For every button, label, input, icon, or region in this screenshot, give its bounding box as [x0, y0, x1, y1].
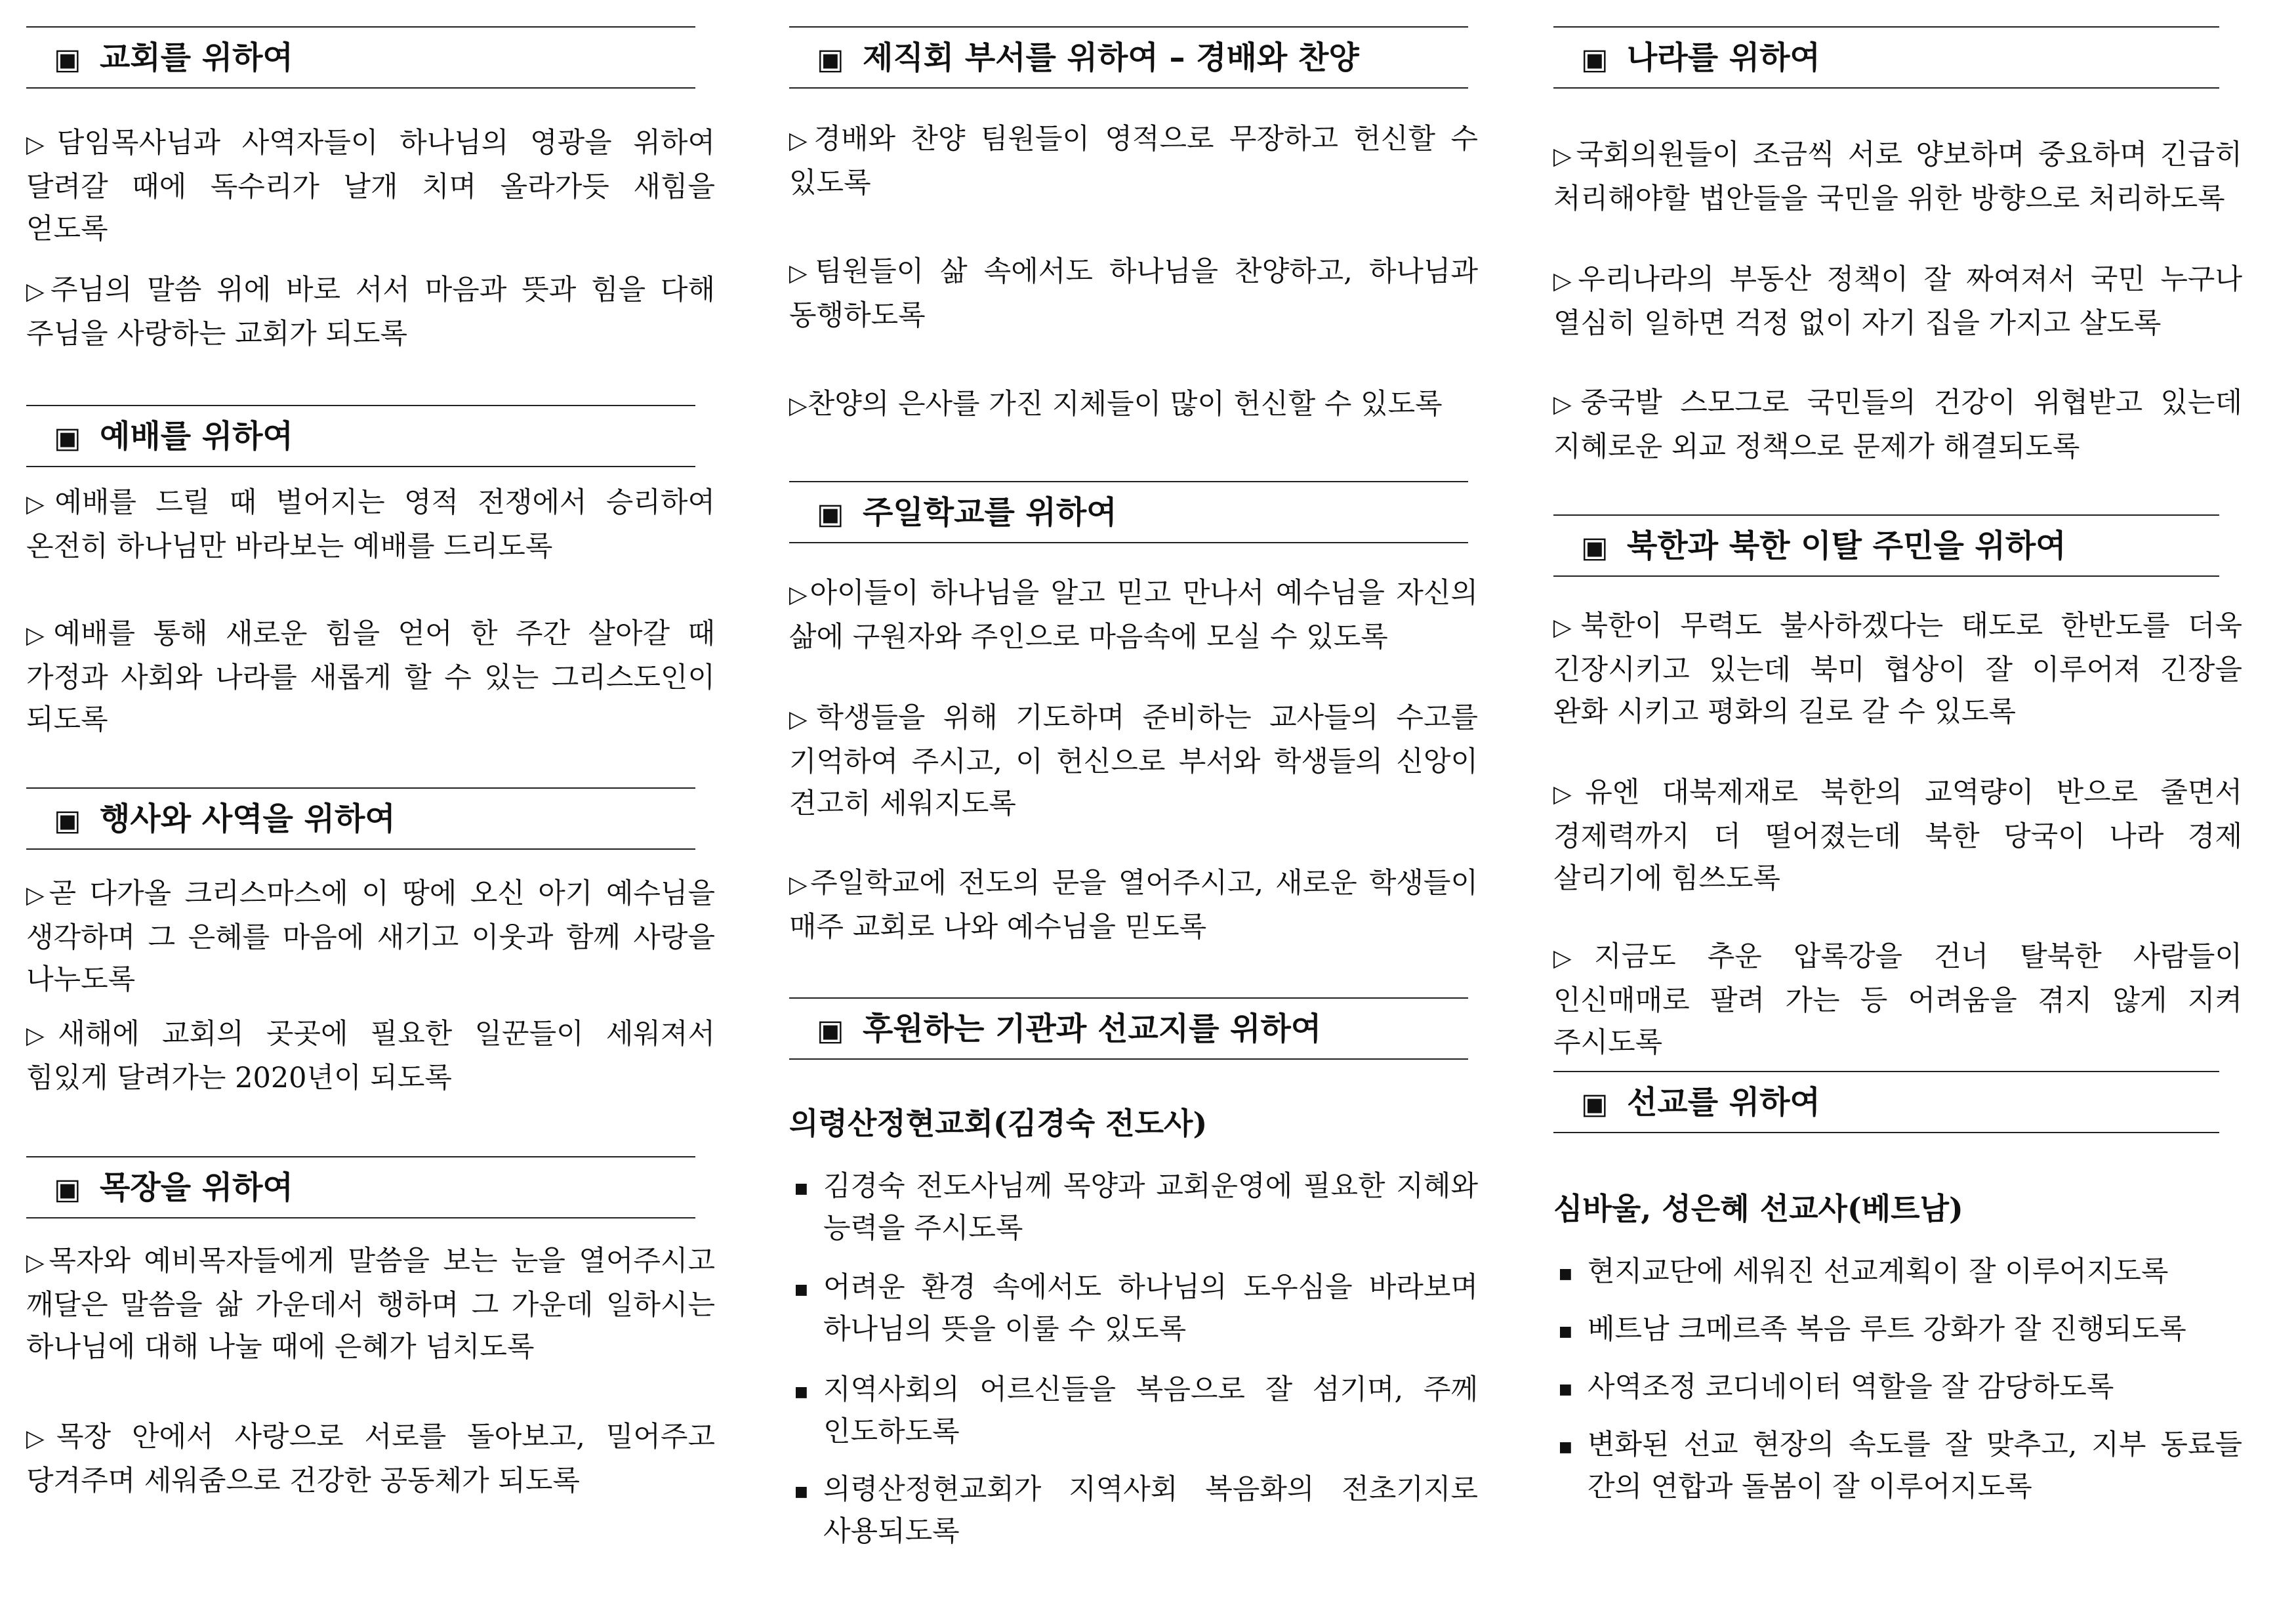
section-header-nation — [1553, 26, 2219, 89]
triangle-bullet-icon: ▷ — [26, 278, 51, 305]
triangle-bullet-icon: ▷ — [1553, 781, 1586, 808]
section-title: 북한과 북한 이탈 주민을 위하여 — [1627, 528, 2066, 564]
triangle-bullet-icon: ▷ — [1553, 143, 1576, 170]
section-square-icon: ▣ — [1581, 531, 1609, 564]
section-title: 후원하는 기관과 선교지를 위하여 — [863, 1010, 1322, 1047]
support-item: ■ 김경숙 전도사님께 목양과 교회운영에 필요한 지혜와 능력을 주시도록 — [789, 1165, 1478, 1249]
prayer-item: ▷국회의원들이 조금씩 서로 양보하며 중요하며 긴급히 처리해야할 법안들을 국민을 위한 방향으로 처리하도록 — [1553, 138, 2242, 215]
section-square-icon: ▣ — [54, 421, 81, 455]
section-header-cell — [26, 1156, 695, 1218]
section-square-icon: ▣ — [1581, 43, 1609, 76]
triangle-bullet-icon: ▷ — [26, 491, 55, 518]
prayer-item: ▷지금도 추운 압록강을 건너 탈북한 사람들이 인신매매로 팔려 가는 등 어려움을 겪지 않게 지켜 주시도록 — [1553, 940, 2243, 1059]
prayer-item: ▷유엔 대북제재로 북한의 교역량이 반으로 줄면서 경제력까지 더 떨어졌는데 북한 당국이 나라 경제 살리기에 힘쓰도록 — [1553, 776, 2243, 895]
triangle-bullet-icon: ▷ — [789, 260, 815, 287]
prayer-item: ▷학생들을 위해 기도하며 준비하는 교사들의 수고를 기억하여 주시고, 이 헌신으로 부서와 학생들의 신앙이 견고히 세워지도록 — [789, 701, 1479, 820]
square-bullet-icon: ■ — [794, 1384, 808, 1400]
square-bullet-icon: ■ — [1559, 1439, 1572, 1455]
triangle-bullet-icon: ▷ — [789, 706, 817, 733]
triangle-bullet-icon: ▷ — [26, 1249, 49, 1276]
section-square-icon: ▣ — [817, 43, 844, 76]
mission-field-subtitle: 의령산정현교회(김경숙 전도사) — [789, 1106, 1208, 1141]
prayer-item: ▷아이들이 하나님을 알고 믿고 만나서 예수님을 자신의 삶에 구원자와 주인으로 마음속에 모실 수 있도록 — [789, 577, 1478, 654]
prayer-item: ▷목자와 예비목자들에게 말씀을 보는 눈을 열어주시고 깨달은 말씀을 삶 가운데서 행하며 그 가운데 일하시는 하나님에 대해 나눌 때에 은혜가 넘치도록 — [26, 1245, 715, 1364]
prayer-item: ▷담임목사님과 사역자들이 하나님의 영광을 위하여 달려갈 때에 독수리가 날개 치며 올라가듯 새힘을 얻도록 — [26, 127, 715, 245]
prayer-item: ▷우리나라의 부동산 정책이 잘 짜여져서 국민 누구나 열심히 일하면 걱정 없이 자기 집을 가지고 살도록 — [1553, 263, 2243, 340]
square-bullet-icon: ■ — [1559, 1266, 1572, 1282]
section-title: 나라를 위하여 — [1627, 39, 1820, 76]
section-header-north-korea — [1553, 514, 2219, 577]
section-header-support — [789, 997, 1468, 1060]
triangle-bullet-icon: ▷ — [26, 882, 49, 909]
triangle-bullet-icon: ▷ — [1553, 268, 1578, 295]
prayer-item: ▷중국발 스모그로 국민들의 건강이 위협받고 있는데 지혜로운 외교 정책으로 문제가 해결되도록 — [1553, 386, 2243, 463]
section-square-icon: ▣ — [54, 804, 81, 837]
triangle-bullet-icon: ▷ — [1553, 391, 1581, 418]
triangle-bullet-icon: ▷ — [26, 1425, 56, 1452]
support-item: ■ 지역사회의 어르신들을 복음으로 잘 섬기며, 주께 인도하도록 — [789, 1369, 1478, 1453]
section-header-praise — [789, 26, 1468, 89]
support-item: ■ 어려운 환경 속에서도 하나님의 도우심을 바라보며 하나님의 뜻을 이룰 수 있도록 — [789, 1266, 1478, 1350]
triangle-bullet-icon: ▷ — [26, 131, 57, 158]
prayer-item: ▷북한이 무력도 불사하겠다는 태도로 한반도를 더욱 긴장시키고 있는데 북미 협상이 잘 이루어져 긴장을 완화 시키고 평화의 길로 갈 수 있도록 — [1553, 610, 2243, 728]
prayer-item: ▷예배를 통해 새로운 힘을 얻어 한 주간 살아갈 때 가정과 사회와 나라를 새롭게 할 수 있는 그리스도인이 되도록 — [26, 617, 715, 736]
square-bullet-icon: ■ — [1559, 1381, 1572, 1398]
square-bullet-icon: ■ — [794, 1180, 808, 1197]
section-title: 예배를 위하여 — [100, 418, 293, 455]
triangle-bullet-icon: ▷ — [789, 127, 814, 154]
prayer-item: ▷예배를 드릴 때 벌어지는 영적 전쟁에서 승리하여 온전히 하나님만 바라보는 예배를 드리도록 — [26, 486, 715, 563]
mission-item: ■ 사역조정 코디네이터 역할을 잘 감당하도록 — [1553, 1366, 2242, 1408]
triangle-bullet-icon: ▷ — [1553, 614, 1581, 641]
mission-item: ■ 변화된 선교 현장의 속도를 잘 맞추고, 지부 동료들 간의 연합과 돌봄이 잘 이루어지도록 — [1553, 1424, 2242, 1508]
square-bullet-icon: ■ — [794, 1484, 808, 1500]
section-header-church — [26, 26, 695, 89]
triangle-bullet-icon: ▷ — [789, 581, 810, 608]
triangle-bullet-icon: ▷ — [1553, 945, 1595, 972]
section-title: 교회를 위하여 — [100, 39, 293, 76]
triangle-bullet-icon: ▷ — [26, 622, 54, 649]
section-title: 주일학교를 위하여 — [863, 494, 1117, 531]
section-title: 목장을 위하여 — [100, 1169, 293, 1206]
square-bullet-icon: ■ — [1559, 1323, 1572, 1340]
support-item: ■ 의령산정현교회가 지역사회 복음화의 전초기지로 사용되도록 — [789, 1468, 1478, 1552]
section-title: 제직회 부서를 위하여 – 경배와 찬양 — [863, 39, 1359, 76]
prayer-item: ▷목장 안에서 사랑으로 서로를 돌아보고, 밀어주고 당겨주며 세워줌으로 건강한 공동체가 되도록 — [26, 1421, 715, 1497]
section-header-worship — [26, 405, 695, 467]
triangle-bullet-icon: ▷ — [26, 1022, 58, 1049]
mission-item: ■ 베트남 크메르족 복음 루트 강화가 잘 진행되도록 — [1553, 1308, 2242, 1350]
prayer-item: ▷곧 다가올 크리스마스에 이 땅에 오신 아기 예수님을 생각하며 그 은혜를 마음에 새기고 이웃과 함께 사랑을 나누도록 — [26, 877, 715, 996]
triangle-bullet-icon: ▷ — [789, 871, 811, 898]
prayer-item: ▷팀원들이 삶 속에서도 하나님을 찬양하고, 하나님과 동행하도록 — [789, 255, 1479, 332]
section-header-sunday-school — [789, 481, 1468, 543]
prayer-item: ▷새해에 교회의 곳곳에 필요한 일꾼들이 세워져서 힘있게 달려가는 2020년이 되도록 — [26, 1018, 716, 1094]
triangle-bullet-icon: ▷ — [789, 392, 808, 419]
section-header-mission — [1553, 1071, 2219, 1133]
square-bullet-icon: ■ — [794, 1281, 808, 1298]
prayer-item: ▷주일학교에 전도의 문을 열어주시고, 새로운 학생들이 매주 교회로 나와 예수님을 믿도록 — [789, 867, 1478, 944]
section-title: 선교를 위하여 — [1627, 1084, 1820, 1121]
prayer-item: ▷주님의 말씀 위에 바로 서서 마음과 뜻과 힘을 다해 주님을 사랑하는 교회가 되도록 — [26, 274, 716, 350]
section-square-icon: ▣ — [54, 43, 81, 76]
missionary-subtitle: 심바울, 성은혜 선교사(베트남) — [1553, 1191, 1963, 1226]
section-title: 행사와 사역을 위하여 — [100, 801, 396, 837]
mission-item: ■ 현지교단에 세워진 선교계획이 잘 이루어지도록 — [1553, 1251, 2242, 1293]
section-square-icon: ▣ — [817, 497, 844, 531]
section-header-events — [26, 787, 695, 850]
prayer-item: ▷경배와 찬양 팀원들이 영적으로 무장하고 헌신할 수 있도록 — [789, 123, 1479, 199]
section-square-icon: ▣ — [54, 1173, 81, 1206]
section-square-icon: ▣ — [817, 1014, 844, 1047]
section-square-icon: ▣ — [1581, 1087, 1609, 1121]
prayer-item: ▷찬양의 은사를 가진 지체들이 많이 헌신할 수 있도록 — [789, 388, 1443, 421]
